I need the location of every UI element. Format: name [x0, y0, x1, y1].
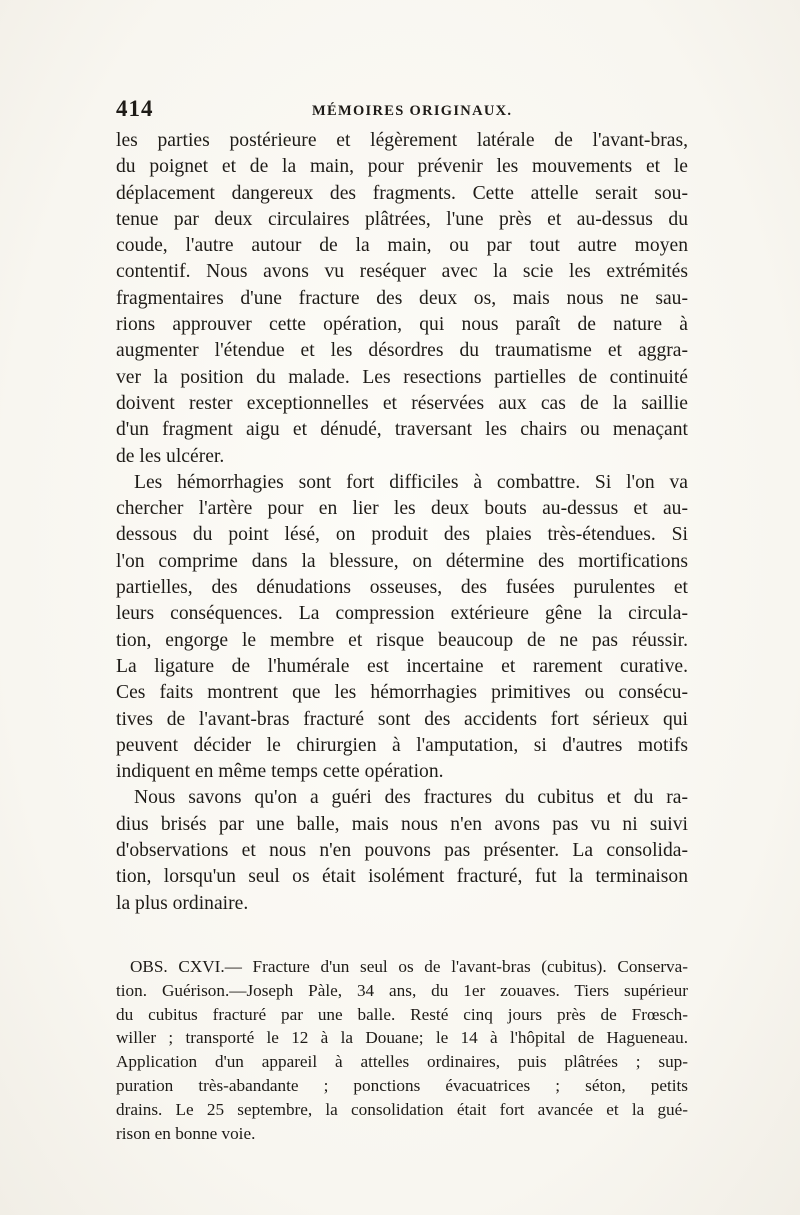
- text-line: dessous du point lésé, on produit des plaies très-étendues. Si: [116, 524, 688, 546]
- text-line: partielles, des dénudations osseuses, des fusées purulentes et: [116, 577, 688, 599]
- text-line: d'un fragment aigu et dénudé, traversant les chairs ou menaçant: [116, 419, 688, 441]
- text-line: La ligature de l'humérale est incertaine et rarement curative.: [116, 655, 688, 677]
- text-line: d'observations et nous n'en pouvons pas présenter. La consolida-: [116, 840, 688, 862]
- text-line: tenue par deux circulaires plâtrées, l'une près et au-dessus du: [116, 208, 688, 230]
- text-line: déplacement dangereux des fragments. Cette attelle serait sou-: [116, 182, 688, 204]
- text-line: Nous savons qu'on a guéri des fractures du cubitus et du ra-: [134, 787, 688, 809]
- text-line: chercher l'artère pour en lier les deux bouts au-dessus et au-: [116, 498, 688, 520]
- obs-line: Application d'un appareil à attelles ordinaires, puis plâtrées ; sup-: [116, 1052, 688, 1072]
- obs-line: drains. Le 25 septembre, la consolidation était fort avancée et la gué-: [116, 1099, 688, 1119]
- obs-line: willer ; transporté le 12 à la Douane; le 14 à l'hôpital de Hagueneau.: [116, 1028, 688, 1048]
- text-line: dius brisés par une balle, mais nous n'en avons pas vu ni suivi: [116, 813, 688, 835]
- obs-line: OBS. CXVI.— Fracture d'un seul os de l'avant-bras (cubitus). Conserva-: [130, 957, 688, 976]
- obs-line: rison en bonne voie.: [116, 1123, 256, 1143]
- paragraph-2: [116, 470, 688, 786]
- text-line: coude, l'autre autour de la main, ou par tout autre moyen: [116, 235, 688, 257]
- text-line: Ces faits montrent que les hémorrhagies primitives ou consécu-: [116, 682, 688, 704]
- observation-note: [116, 955, 688, 1145]
- paragraph-3: [116, 785, 688, 916]
- text-line: l'on comprime dans la blessure, on détermine des mortifications: [116, 550, 688, 572]
- text-line: peuvent décider le chirurgien à l'amputation, si d'autres motifs: [116, 734, 688, 756]
- text-line: tives de l'avant-bras fracturé sont des accidents fort sérieux qui: [116, 708, 688, 730]
- text-line: rions approuver cette opération, qui nous paraît de nature à: [116, 314, 688, 336]
- text-line: tion, engorge le membre et risque beaucoup de ne pas réussir.: [116, 629, 688, 651]
- text-line: doivent rester exceptionnelles et réservées aux cas de la saillie: [116, 392, 688, 414]
- text-line: la plus ordinaire.: [116, 892, 249, 914]
- paragraph-1: [116, 128, 688, 470]
- obs-line: tion. Guérison.—Joseph Pàle, 34 ans, du 1er zouaves. Tiers supérieur: [116, 980, 688, 1000]
- text-line: Les hémorrhagies sont fort difficiles à combattre. Si l'on va: [134, 471, 688, 493]
- text-line: indiquent en même temps cette opération.: [116, 761, 444, 783]
- obs-line: puration très-abandante ; ponctions évacuatrices ; séton, petits: [116, 1075, 688, 1095]
- text-line: tion, lorsqu'un seul os était isolément fracturé, fut la terminaison: [116, 866, 688, 888]
- text-line: contentif. Nous avons vu reséquer avec la scie les extrémités: [116, 261, 688, 283]
- page-number: 414: [116, 96, 154, 121]
- main-text: [116, 128, 688, 917]
- text-line: leurs conséquences. La compression extérieure gêne la circula-: [116, 603, 688, 625]
- page-header: [116, 96, 686, 126]
- running-head: MÉMOIRES ORIGINAUX.: [312, 103, 513, 119]
- obs-line: du cubitus fracturé par une balle. Resté cinq jours près de Frœsch-: [116, 1004, 688, 1024]
- text-line: ver la position du malade. Les resections partielles de continuité: [116, 366, 688, 388]
- text-line: les parties postérieure et légèrement latérale de l'avant-bras,: [116, 130, 688, 151]
- text-line: du poignet et de la main, pour prévenir les mouvements et le: [116, 156, 688, 178]
- text-line: augmenter l'étendue et les désordres du traumatisme et aggra-: [116, 340, 688, 362]
- text-line: fragmentaires d'une fracture des deux os, mais nous ne sau-: [116, 287, 688, 309]
- text-line: de les ulcérer.: [116, 445, 225, 467]
